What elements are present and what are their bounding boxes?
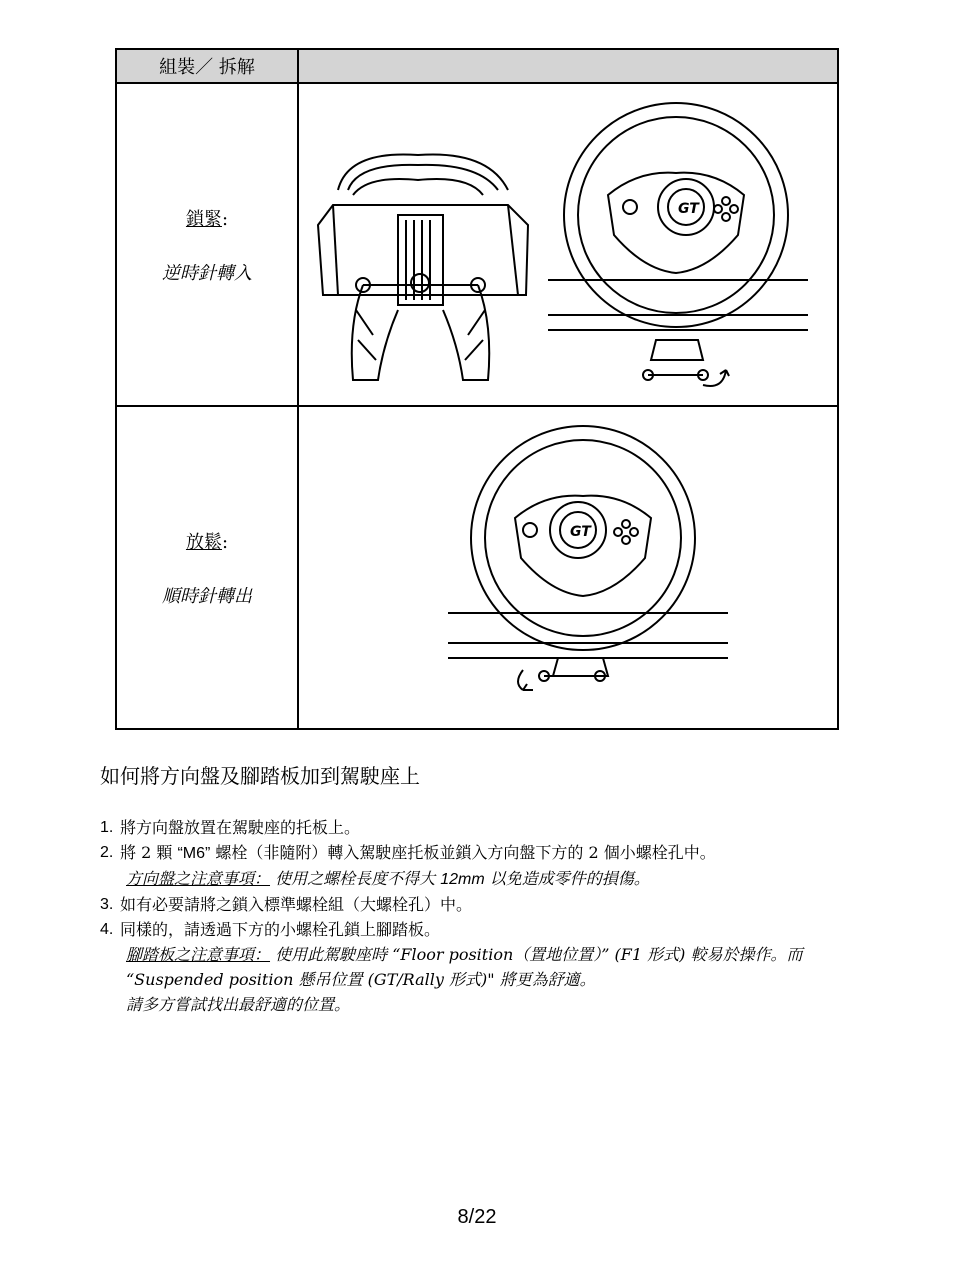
clamp-view-drawing bbox=[318, 154, 528, 380]
wheel-front-drawing bbox=[548, 103, 808, 386]
table-header-row bbox=[116, 49, 838, 83]
header-blank bbox=[298, 49, 838, 83]
pedal-note-label: 腳踏板之注意事項： bbox=[126, 945, 271, 964]
assembly-table bbox=[115, 48, 839, 730]
lock-illustration-cell bbox=[298, 83, 838, 406]
lock-title: 鎖緊 bbox=[185, 208, 222, 230]
list-item-step-1: 1. 將方向盤放置在駕駛座的托板上。 bbox=[100, 818, 361, 837]
lock-illustration bbox=[308, 95, 828, 395]
release-title: 放鬆 bbox=[185, 531, 222, 553]
page-number: 8/22 bbox=[457, 1206, 497, 1228]
release-illustration bbox=[308, 418, 828, 718]
section-title: 如何將方向盤及腳踏板加到駕駛座上 bbox=[100, 764, 420, 788]
table-row-lock bbox=[116, 83, 838, 406]
instructions-list bbox=[100, 815, 830, 1017]
release-illustration-cell bbox=[298, 406, 838, 729]
lock-label-cell: 鎖緊: 逆時針轉入 bbox=[116, 83, 298, 406]
wheel-note-label: 方向盤之注意事項： bbox=[126, 869, 271, 888]
release-label-cell: 放鬆: 順時針轉出 bbox=[116, 406, 298, 729]
wheel-front-drawing-release bbox=[448, 426, 728, 690]
release-subtitle: 順時針轉出 bbox=[162, 585, 252, 607]
pedal-note-line2: 請多方嘗試找出最舒適的位置。 bbox=[126, 995, 351, 1014]
svg-text:GT: GT bbox=[570, 523, 591, 540]
list-item-step-4: 4. 同樣的，請透過下方的小螺栓孔鎖上腳踏板。 bbox=[100, 920, 441, 939]
pedal-note: 腳踏板之注意事項： 使用此駕駛座時 “Floor position（置地位置）” (F1 形式) 較易於操作。而 “Suspended position 懸吊位置 (GT/Rally 形式)" 將更為舒適。 bbox=[126, 945, 803, 989]
table-row-release bbox=[116, 406, 838, 729]
header-assembly: 組裝／ 拆解 bbox=[116, 49, 298, 83]
svg-text:GT: GT bbox=[678, 200, 699, 217]
lock-subtitle: 逆時針轉入 bbox=[162, 262, 252, 284]
wheel-note: 方向盤之注意事項： 使用之螺栓長度不得大 12mm 以免造成零件的損傷。 bbox=[126, 869, 650, 888]
list-item-step-2: 2. 將 2 顆 “M6” 螺栓（非隨附）轉入駕駛座托板並鎖入方向盤下方的 2 個小螺栓孔中。 bbox=[100, 843, 716, 862]
list-item-step-3: 3. 如有必要請將之鎖入標準螺栓組（大螺栓孔）中。 bbox=[100, 895, 473, 914]
